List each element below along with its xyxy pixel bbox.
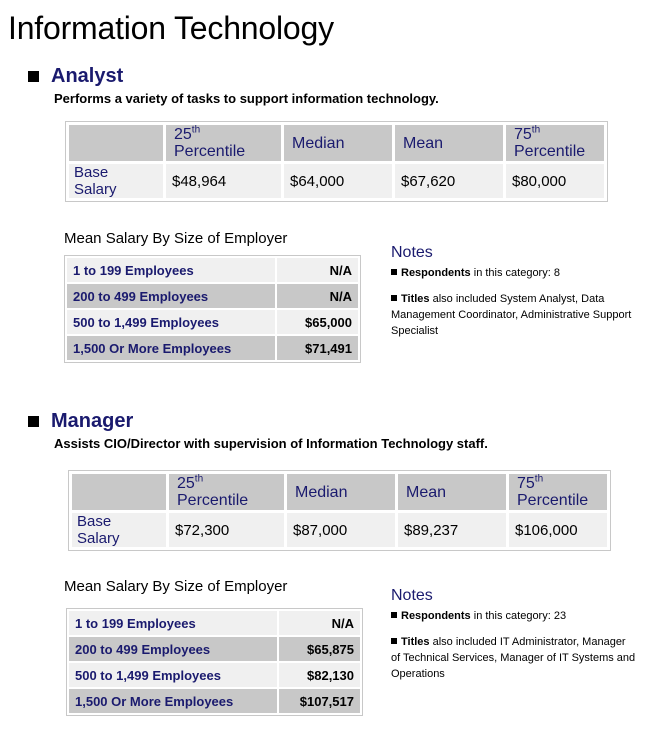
employer-size-table [64,255,361,363]
employer-value: N/A [277,284,358,308]
percentile-table [68,470,611,551]
notes-title: Notes [391,587,433,604]
table-header-row [72,474,607,510]
section-header [28,65,123,88]
section-description: Performs a variety of tasks to support information technology. [54,91,439,106]
value-75th-percentile: $106,000 [509,513,607,547]
table-header-row [69,125,604,161]
employer-label: 500 to 1,499 Employees [69,663,277,687]
header-median: Median [284,125,392,161]
employer-value: $65,875 [279,637,360,661]
table-row [67,284,358,308]
employer-value: $65,000 [277,310,358,334]
note-titles: Titles also included System Analyst, Data Management Coordinator, Administrative Support Specialist [391,293,632,337]
table-row [67,258,358,282]
employer-value: $71,491 [277,336,358,360]
employer-label: 200 to 499 Employees [69,637,277,661]
employer-value: $107,517 [279,689,360,713]
square-bullet-icon [391,295,397,301]
employer-label: 1 to 199 Employees [67,258,275,282]
table-row [69,164,604,198]
header-blank [72,474,166,510]
section-title: Manager [51,410,134,432]
header-25th-percentile: 25th Percentile [169,474,284,510]
note-titles: Titles also included IT Administrator, Manager of Technical Services, Manager of IT Systems and Operations [391,636,636,680]
employer-value: N/A [279,611,360,635]
row-label-base-salary: Base Salary [69,164,163,198]
section-description: Assists CIO/Director with supervision of Information Technology staff. [54,436,488,451]
row-label-base-salary: Base Salary [72,513,166,547]
employer-label: 1,500 Or More Employees [67,336,275,360]
employer-label: 500 to 1,499 Employees [67,310,275,334]
employer-size-table [66,608,363,716]
header-mean: Mean [398,474,506,510]
header-75th-percentile: 75th Percentile [506,125,604,161]
square-bullet-icon [391,638,397,644]
value-median: $87,000 [287,513,395,547]
header-75th-percentile: 75th Percentile [509,474,607,510]
square-bullet-icon [391,269,397,275]
header-blank [69,125,163,161]
value-75th-percentile: $80,000 [506,164,604,198]
value-mean: $67,620 [395,164,503,198]
value-25th-percentile: $48,964 [166,164,281,198]
employer-label: 1,500 Or More Employees [69,689,277,713]
percentile-table [65,121,608,202]
section-title: Analyst [51,65,124,87]
value-25th-percentile: $72,300 [169,513,284,547]
value-median: $64,000 [284,164,392,198]
table-row [72,513,607,547]
employer-value: $82,130 [279,663,360,687]
page-title: Information Technology [8,10,334,46]
section-header [28,410,133,433]
square-bullet-icon [28,71,39,82]
header-25th-percentile: 25th Percentile [166,125,281,161]
notes-panel [391,245,636,349]
table-row [69,611,360,635]
employer-label: 200 to 499 Employees [67,284,275,308]
employer-label: 1 to 199 Employees [69,611,277,635]
header-median: Median [287,474,395,510]
table-row [67,336,358,360]
square-bullet-icon [28,416,39,427]
square-bullet-icon [391,612,397,618]
table-row [69,637,360,661]
table-row [67,310,358,334]
header-mean: Mean [395,125,503,161]
value-mean: $89,237 [398,513,506,547]
note-respondents: Respondents in this category: 23 [391,608,636,624]
employer-caption: Mean Salary By Size of Employer [64,230,288,247]
notes-title: Notes [391,244,433,261]
note-respondents: Respondents in this category: 8 [391,265,636,281]
table-row [69,689,360,713]
table-row [69,663,360,687]
employer-caption: Mean Salary By Size of Employer [64,578,288,595]
employer-value: N/A [277,258,358,282]
notes-panel [391,588,636,692]
